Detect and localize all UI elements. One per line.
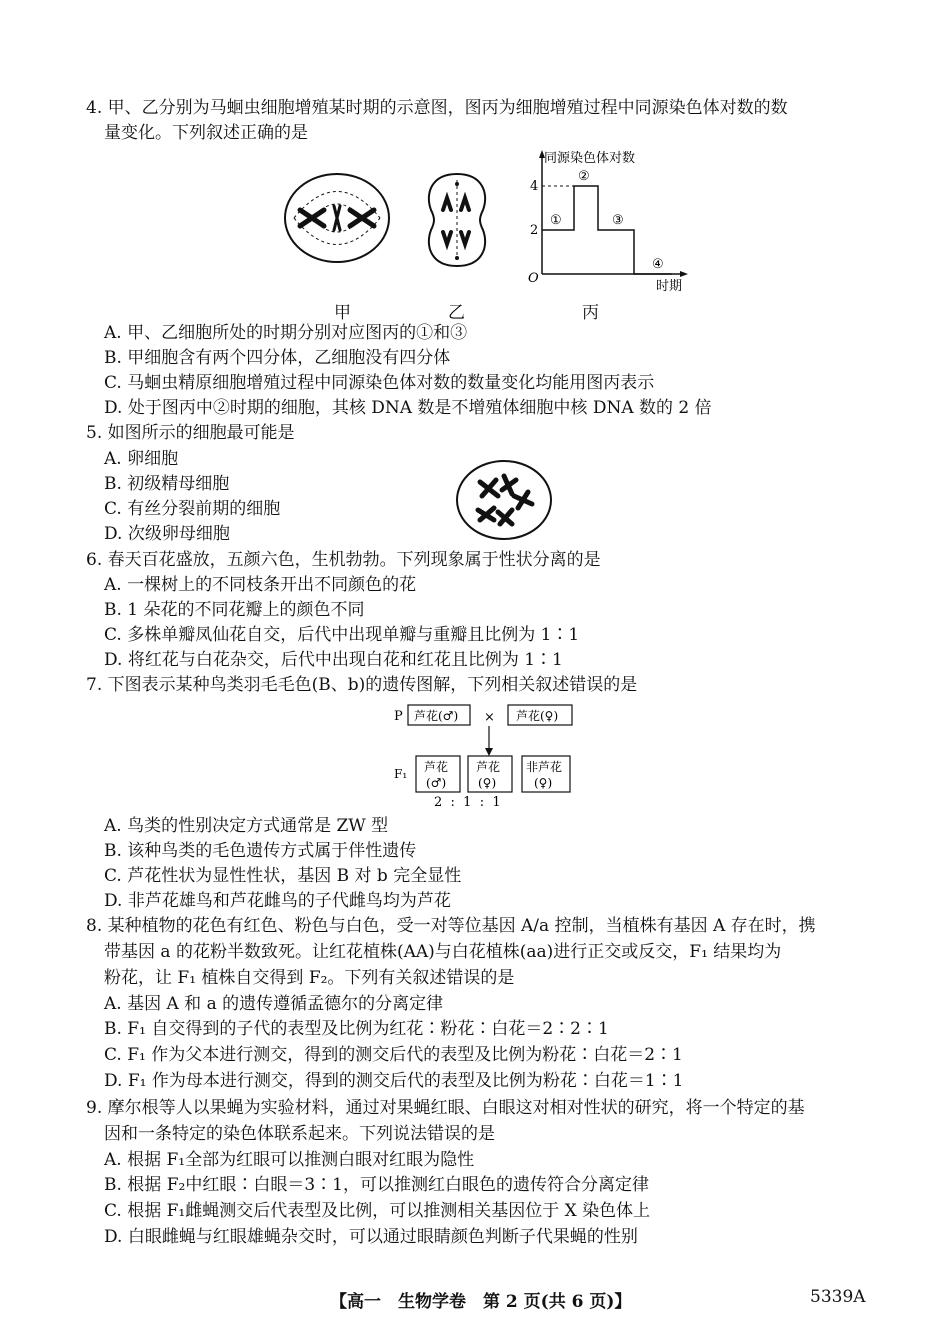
q9-option-a: A. 根据 F₁全部为红眼可以推测白眼对红眼为隐性 bbox=[104, 1150, 475, 1170]
q5-option-b: B. 初级精母细胞 bbox=[104, 474, 230, 494]
p-label: P bbox=[394, 709, 403, 724]
q5-cell-figure bbox=[454, 458, 554, 542]
q4-option-b: B. 甲细胞含有两个四分体，乙细胞没有四分体 bbox=[104, 348, 451, 368]
q4-stem-line1: 4. 甲、乙分别为马蛔虫细胞增殖某时期的示意图，图丙为细胞增殖过程中同源染色体对数的数 bbox=[86, 98, 788, 118]
parent-male: 芦花(♂) bbox=[414, 709, 459, 723]
exam-code: 5339A bbox=[810, 1287, 866, 1307]
q9-option-b: B. 根据 F₂中红眼∶白眼＝3∶1，可以推测红白眼色的遗传符合分离定律 bbox=[104, 1175, 649, 1195]
child3-line2: (♀) bbox=[534, 776, 553, 790]
q7-option-a: A. 鸟类的性别决定方式通常是 ZW 型 bbox=[104, 816, 389, 836]
child1-line1: 芦花 bbox=[424, 760, 449, 774]
q8-stem-line2: 带基因 a 的花粉半数致死。让红花植株(AA)与白花植株(aa)进行正交或反交，F₁ 结果均为 bbox=[104, 942, 782, 962]
q5-option-c: C. 有丝分裂前期的细胞 bbox=[104, 499, 281, 519]
q4-stem-line2: 量变化。下列叙述正确的是 bbox=[104, 123, 308, 143]
cell-a-figure bbox=[282, 170, 392, 270]
child2-line1: 芦花 bbox=[476, 760, 501, 774]
q7-option-d: D. 非芦花雄鸟和芦花雌鸟的子代雌鸟均为芦花 bbox=[104, 891, 451, 911]
q9-stem-line1: 9. 摩尔根等人以果蝇为实验材料，通过对果蝇红眼、白眼这对相对性状的研究，将一个特定的基 bbox=[86, 1098, 805, 1118]
graph-stage-3: ③ bbox=[612, 213, 624, 228]
graph-stage-4: ④ bbox=[652, 257, 664, 272]
q8-option-a: A. 基因 A 和 a 的遗传遵循孟德尔的分离定律 bbox=[104, 994, 444, 1014]
q8-option-c: C. F₁ 作为父本进行测交，得到的测交后代的表型及比例为粉花∶白花＝2∶1 bbox=[104, 1045, 683, 1065]
q7-stem: 7. 下图表示某种鸟类羽毛毛色(B、b)的遗传图解，下列相关叙述错误的是 bbox=[86, 675, 638, 695]
q6-option-a: A. 一棵树上的不同枝条开出不同颜色的花 bbox=[104, 575, 417, 595]
q8-option-b: B. F₁ 自交得到的子代的表型及比例为红花∶粉花∶白花＝2∶2∶1 bbox=[104, 1019, 609, 1039]
q7-option-c: C. 芦花性状为显性性状，基因 B 对 b 完全显性 bbox=[104, 866, 462, 886]
fig-label-a: 甲 bbox=[334, 303, 351, 323]
graph-origin: O bbox=[528, 271, 539, 286]
child1-line2: (♂) bbox=[426, 776, 447, 790]
q8-stem-line1: 8. 某种植物的花色有红色、粉色与白色，受一对等位基因 A/a 控制，当植株有基因 A 存在时，携 bbox=[86, 916, 816, 936]
q5-option-d: D. 次级卵母细胞 bbox=[104, 524, 230, 544]
q6-option-b: B. 1 朵花的不同花瓣上的颜色不同 bbox=[104, 600, 365, 620]
ratio: 2 : 1 : 1 bbox=[434, 795, 501, 810]
q9-stem-line2: 因和一条特定的染色体联系起来。下列说法错误的是 bbox=[104, 1124, 495, 1144]
graph-stage-2: ② bbox=[578, 169, 590, 184]
q9-option-c: C. 根据 F₁雌蝇测交后代表型及比例，可以推测相关基因位于 X 染色体上 bbox=[104, 1201, 651, 1221]
homologous-pairs-graph bbox=[522, 148, 694, 296]
child3-line1: 非芦花 bbox=[526, 760, 563, 774]
page-footer: 【高一 生物学卷 第 2 页(共 6 页)】 bbox=[330, 1292, 632, 1312]
f1-label: F₁ bbox=[394, 767, 408, 781]
graph-tick-2: 2 bbox=[530, 223, 539, 238]
q5-option-a: A. 卵细胞 bbox=[104, 449, 179, 469]
fig-label-b: 乙 bbox=[448, 303, 465, 323]
graph-x-label: 时期 bbox=[656, 279, 683, 294]
q5-stem: 5. 如图所示的细胞最可能是 bbox=[86, 423, 295, 443]
cross-arrow-head bbox=[485, 748, 493, 756]
cross-sign: × bbox=[484, 710, 495, 725]
q7-inheritance-diagram bbox=[392, 700, 582, 810]
q6-stem: 6. 春天百花盛放，五颜六色，生机勃勃。下列现象属于性状分离的是 bbox=[86, 550, 601, 570]
q6-option-d: D. 将红花与白花杂交，后代中出现白花和红花且比例为 1∶1 bbox=[104, 650, 563, 670]
q4-option-c: C. 马蛔虫精原细胞增殖过程中同源染色体对数的数量变化均能用图丙表示 bbox=[104, 373, 655, 393]
q4-option-a: A. 甲、乙细胞所处的时期分别对应图丙的①和③ bbox=[104, 323, 468, 343]
q9-option-d: D. 白眼雌蝇与红眼雄蝇杂交时，可以通过眼睛颜色判断子代果蝇的性别 bbox=[104, 1227, 638, 1247]
graph-tick-4: 4 bbox=[530, 179, 539, 194]
q4-option-d: D. 处于图丙中②时期的细胞，其核 DNA 数是不增殖体细胞中核 DNA 数的 2 倍 bbox=[104, 398, 712, 418]
cell-b-figure bbox=[421, 170, 493, 270]
q6-option-c: C. 多株单瓣凤仙花自交，后代中出现单瓣与重瓣且比例为 1∶1 bbox=[104, 625, 580, 645]
graph-y-label: 同源染色体对数 bbox=[544, 151, 636, 166]
q7-option-b: B. 该种鸟类的毛色遗传方式属于伴性遗传 bbox=[104, 841, 417, 861]
q8-stem-line3: 粉花，让 F₁ 植株自交得到 F₂。下列有关叙述错误的是 bbox=[104, 968, 515, 988]
fig-label-c: 丙 bbox=[582, 303, 599, 323]
parent-female: 芦花(♀) bbox=[516, 709, 559, 723]
x-axis-arrow bbox=[680, 271, 688, 277]
child2-line2: (♀) bbox=[478, 776, 497, 790]
q8-option-d: D. F₁ 作为母本进行测交，得到的测交后代的表型及比例为粉花∶白花＝1∶1 bbox=[104, 1071, 684, 1091]
graph-stage-1: ① bbox=[550, 213, 562, 228]
